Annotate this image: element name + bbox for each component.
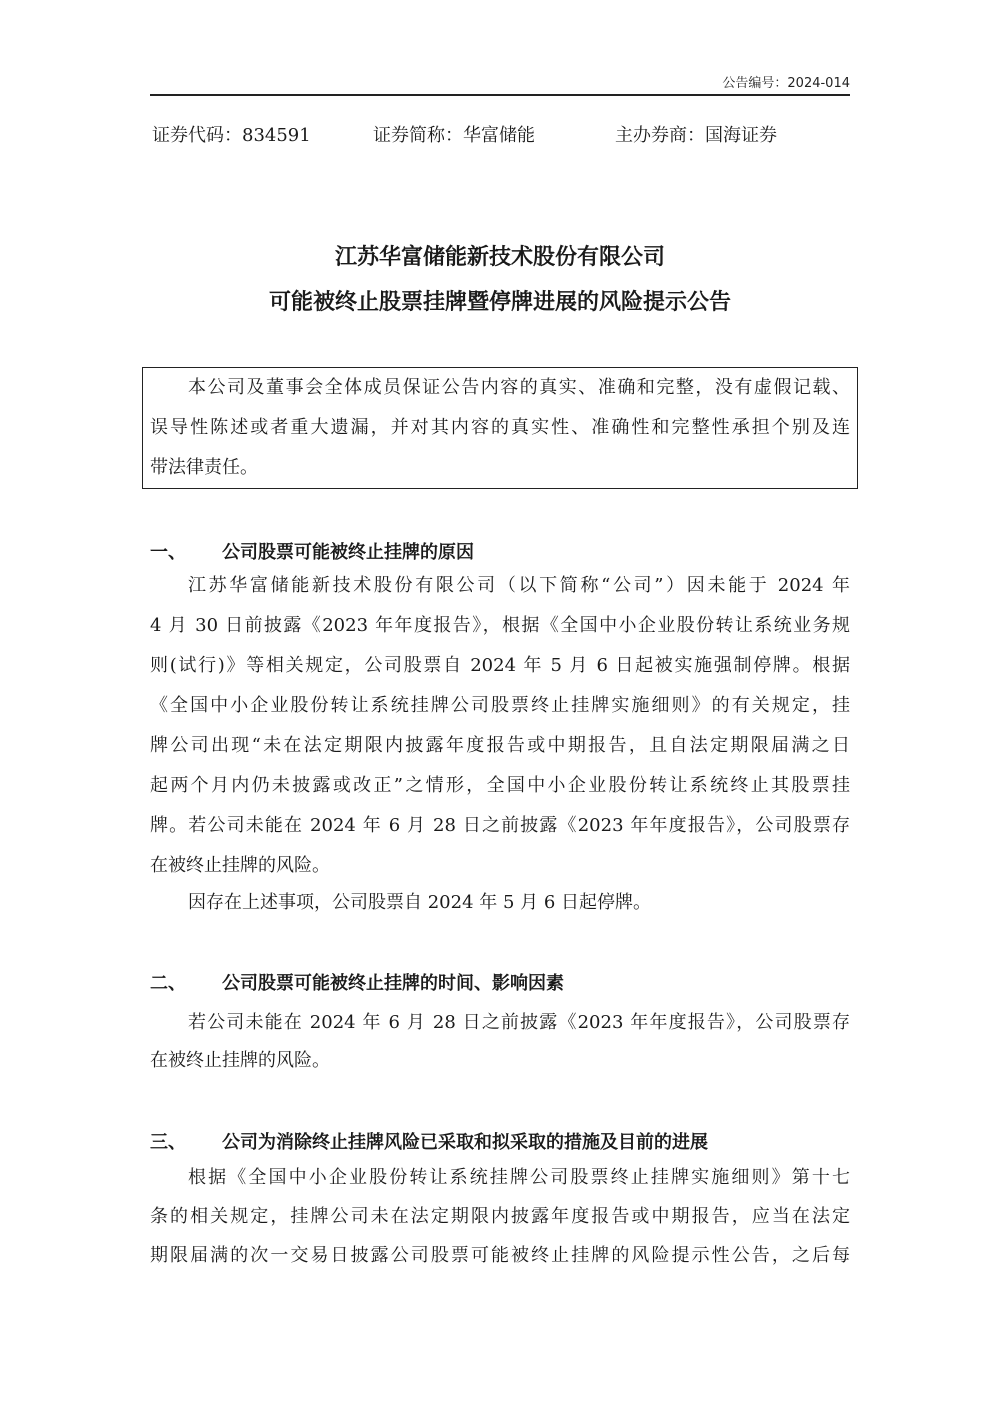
disclaimer-line: 误导性陈述或者重大遗漏，并对其内容的真实性、准确性和完整性承担个别及连 (150, 417, 850, 438)
paragraph-line: 江苏华富储能新技术股份有限公司（以下简称“公司”）因未能于 2024 年 (188, 575, 850, 596)
section-title: 公司股票可能被终止挂牌的时间、影响因素 (222, 973, 564, 994)
sponsor-broker: 主办券商：国海证券 (615, 125, 777, 146)
paragraph-line: 条的相关规定，挂牌公司未在法定期限内披露年度报告或中期报告，应当在法定 (150, 1206, 850, 1227)
paragraph-line: 在被终止挂牌的风险。 (150, 855, 330, 876)
paragraph-line: 期限届满的次一交易日披露公司股票可能被终止挂牌的风险提示性公告，之后每 (150, 1245, 850, 1266)
paragraph-line: 根据《全国中小企业股份转让系统挂牌公司股票终止挂牌实施细则》第十七 (188, 1167, 850, 1188)
announcement-number: 公告编号：2024-014 (722, 76, 850, 91)
paragraph-line: 则(试行)》等相关规定，公司股票自 2024 年 5 月 6 日起被实施强制停牌。根据 (150, 655, 850, 676)
paragraph-line: 牌公司出现“未在法定期限内披露年度报告或中期报告，且自法定期限届满之日 (150, 735, 850, 756)
paragraph-line: 牌。若公司未能在 2024 年 6 月 28 日之前披露《2023 年年度报告》，公司股票存 (150, 815, 850, 836)
paragraph-line: 起两个月内仍未披露或改正”之情形，全国中小企业股份转让系统终止其股票挂 (150, 775, 850, 796)
paragraph-line: 若公司未能在 2024 年 6 月 28 日之前披露《2023 年年度报告》，公司股票存 (188, 1012, 850, 1033)
section-number: 三、 (150, 1132, 186, 1153)
security-code: 证券代码：834591 (152, 125, 311, 146)
section-number: 一、 (150, 542, 186, 563)
section-number: 二、 (150, 973, 186, 994)
section-heading-2 (150, 969, 564, 995)
paragraph-line: 《全国中小企业股份转让系统挂牌公司股票终止挂牌实施细则》的有关规定，挂 (150, 695, 850, 716)
section-heading-3 (150, 1128, 708, 1154)
paragraph-line: 4 月 30 日前披露《2023 年年度报告》，根据《全国中小企业股份转让系统业务规 (150, 615, 850, 636)
section-heading-1 (150, 538, 474, 564)
section-title: 公司为消除终止挂牌风险已采取和拟采取的措施及目前的进展 (222, 1132, 708, 1153)
paragraph-line: 因存在上述事项，公司股票自 2024 年 5 月 6 日起停牌。 (188, 892, 652, 913)
disclaimer-line: 本公司及董事会全体成员保证公告内容的真实、准确和完整，没有虚假记载、 (188, 377, 850, 398)
header-rule (150, 94, 850, 96)
title-line-1: 江苏华富储能新技术股份有限公司 (334, 245, 665, 270)
title-line-2: 可能被终止股票挂牌暨停牌进展的风险提示公告 (268, 290, 731, 315)
section-title: 公司股票可能被终止挂牌的原因 (222, 542, 474, 563)
disclaimer-line: 带法律责任。 (150, 457, 258, 478)
paragraph-line: 在被终止挂牌的风险。 (150, 1050, 330, 1071)
security-short-name: 证券简称：华富储能 (373, 125, 535, 146)
